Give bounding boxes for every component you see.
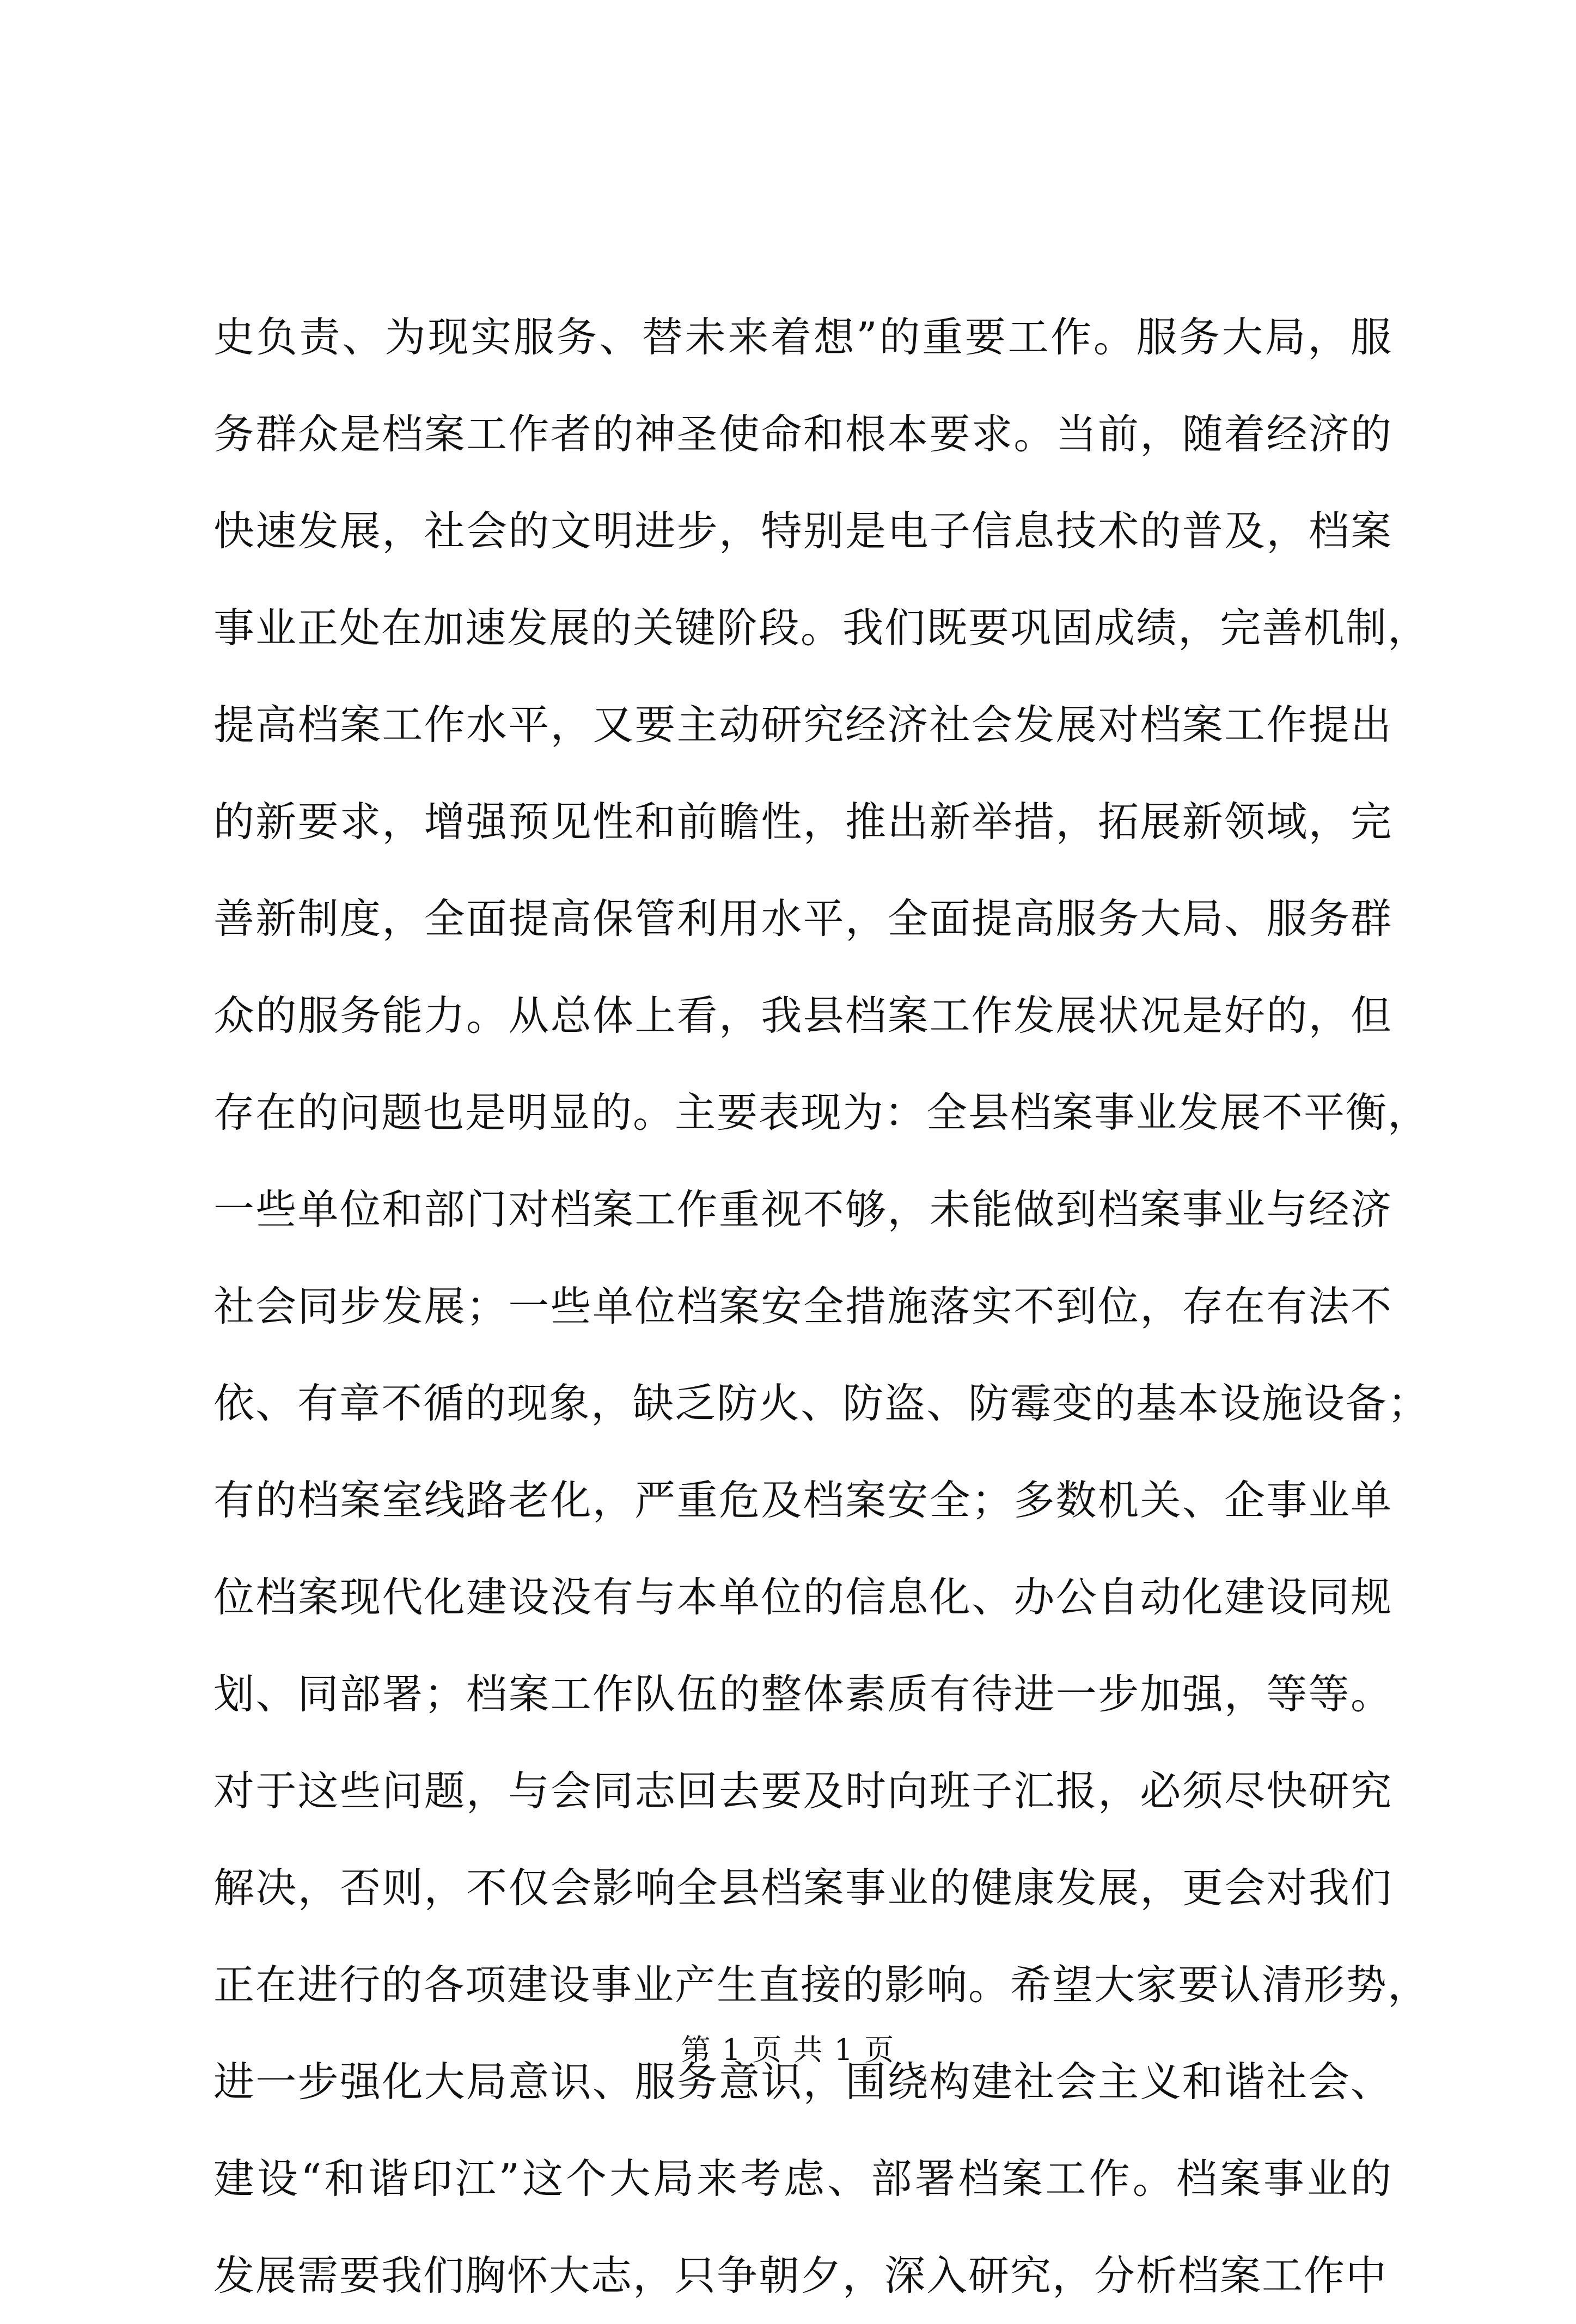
text-line: 对于这些问题，与会同志回去要及时向班子汇报，必须尽快研究: [213, 1767, 1392, 1815]
text-line: 有的档案室线路老化，严重危及档案安全；多数机关、企事业单: [213, 1476, 1392, 1524]
text-line: 事业正处在加速发展的关键阶段。我们既要巩固成绩，完善机制，: [213, 604, 1430, 652]
text-line: 善新制度，全面提高保管利用水平，全面提高服务大局、服务群: [213, 895, 1392, 943]
text-line: 众的服务能力。从总体上看，我县档案工作发展状况是好的，但: [213, 992, 1392, 1039]
text-line: 进一步强化大局意识、服务意识，围绕构建社会主义和谐社会、: [213, 2058, 1392, 2106]
text-line: 一些单位和部门对档案工作重视不够，未能做到档案事业与经济: [213, 1185, 1392, 1233]
text-line: 依、有章不循的现象，缺乏防火、防盗、防霉变的基本设施设备；: [213, 1379, 1430, 1427]
page-number-footer: 第 1 页 共 1 页: [681, 2033, 895, 2067]
text-line: 社会同步发展；一些单位档案安全措施落实不到位，存在有法不: [213, 1282, 1392, 1330]
text-line: 务群众是档案工作者的神圣使命和根本要求。当前，随着经济的: [213, 410, 1392, 458]
text-line: 的新要求，增强预见性和前瞻性，推出新举措，拓展新领域，完: [213, 798, 1392, 846]
text-line: 建设“和谐印江”这个大局来考虑、部署档案工作。档案事业的: [213, 2155, 1392, 2203]
text-line: 位档案现代化建设没有与本单位的信息化、办公自动化建设同规: [213, 1573, 1392, 1621]
text-line: 快速发展，社会的文明进步，特别是电子信息技术的普及，档案: [213, 507, 1392, 555]
text-line: 解决，否则，不仅会影响全县档案事业的健康发展，更会对我们: [213, 1864, 1392, 1912]
text-line: 提高档案工作水平，又要主动研究经济社会发展对档案工作提出: [213, 701, 1392, 749]
text-line: 发展需要我们胸怀大志，只争朝夕，深入研究，分析档案工作中: [213, 2252, 1388, 2299]
text-line: 划、同部署；档案工作队伍的整体素质有待进一步加强，等等。: [213, 1670, 1392, 1718]
text-line: 正在进行的各项建设事业产生直接的影响。希望大家要认清形势，: [213, 1961, 1430, 2009]
body-text: [213, 289, 1430, 2324]
text-line: 史负责、为现实服务、替未来着想”的重要工作。服务大局，服: [213, 313, 1392, 361]
text-line: 存在的问题也是明显的。主要表现为：全县档案事业发展不平衡，: [213, 1088, 1430, 1136]
